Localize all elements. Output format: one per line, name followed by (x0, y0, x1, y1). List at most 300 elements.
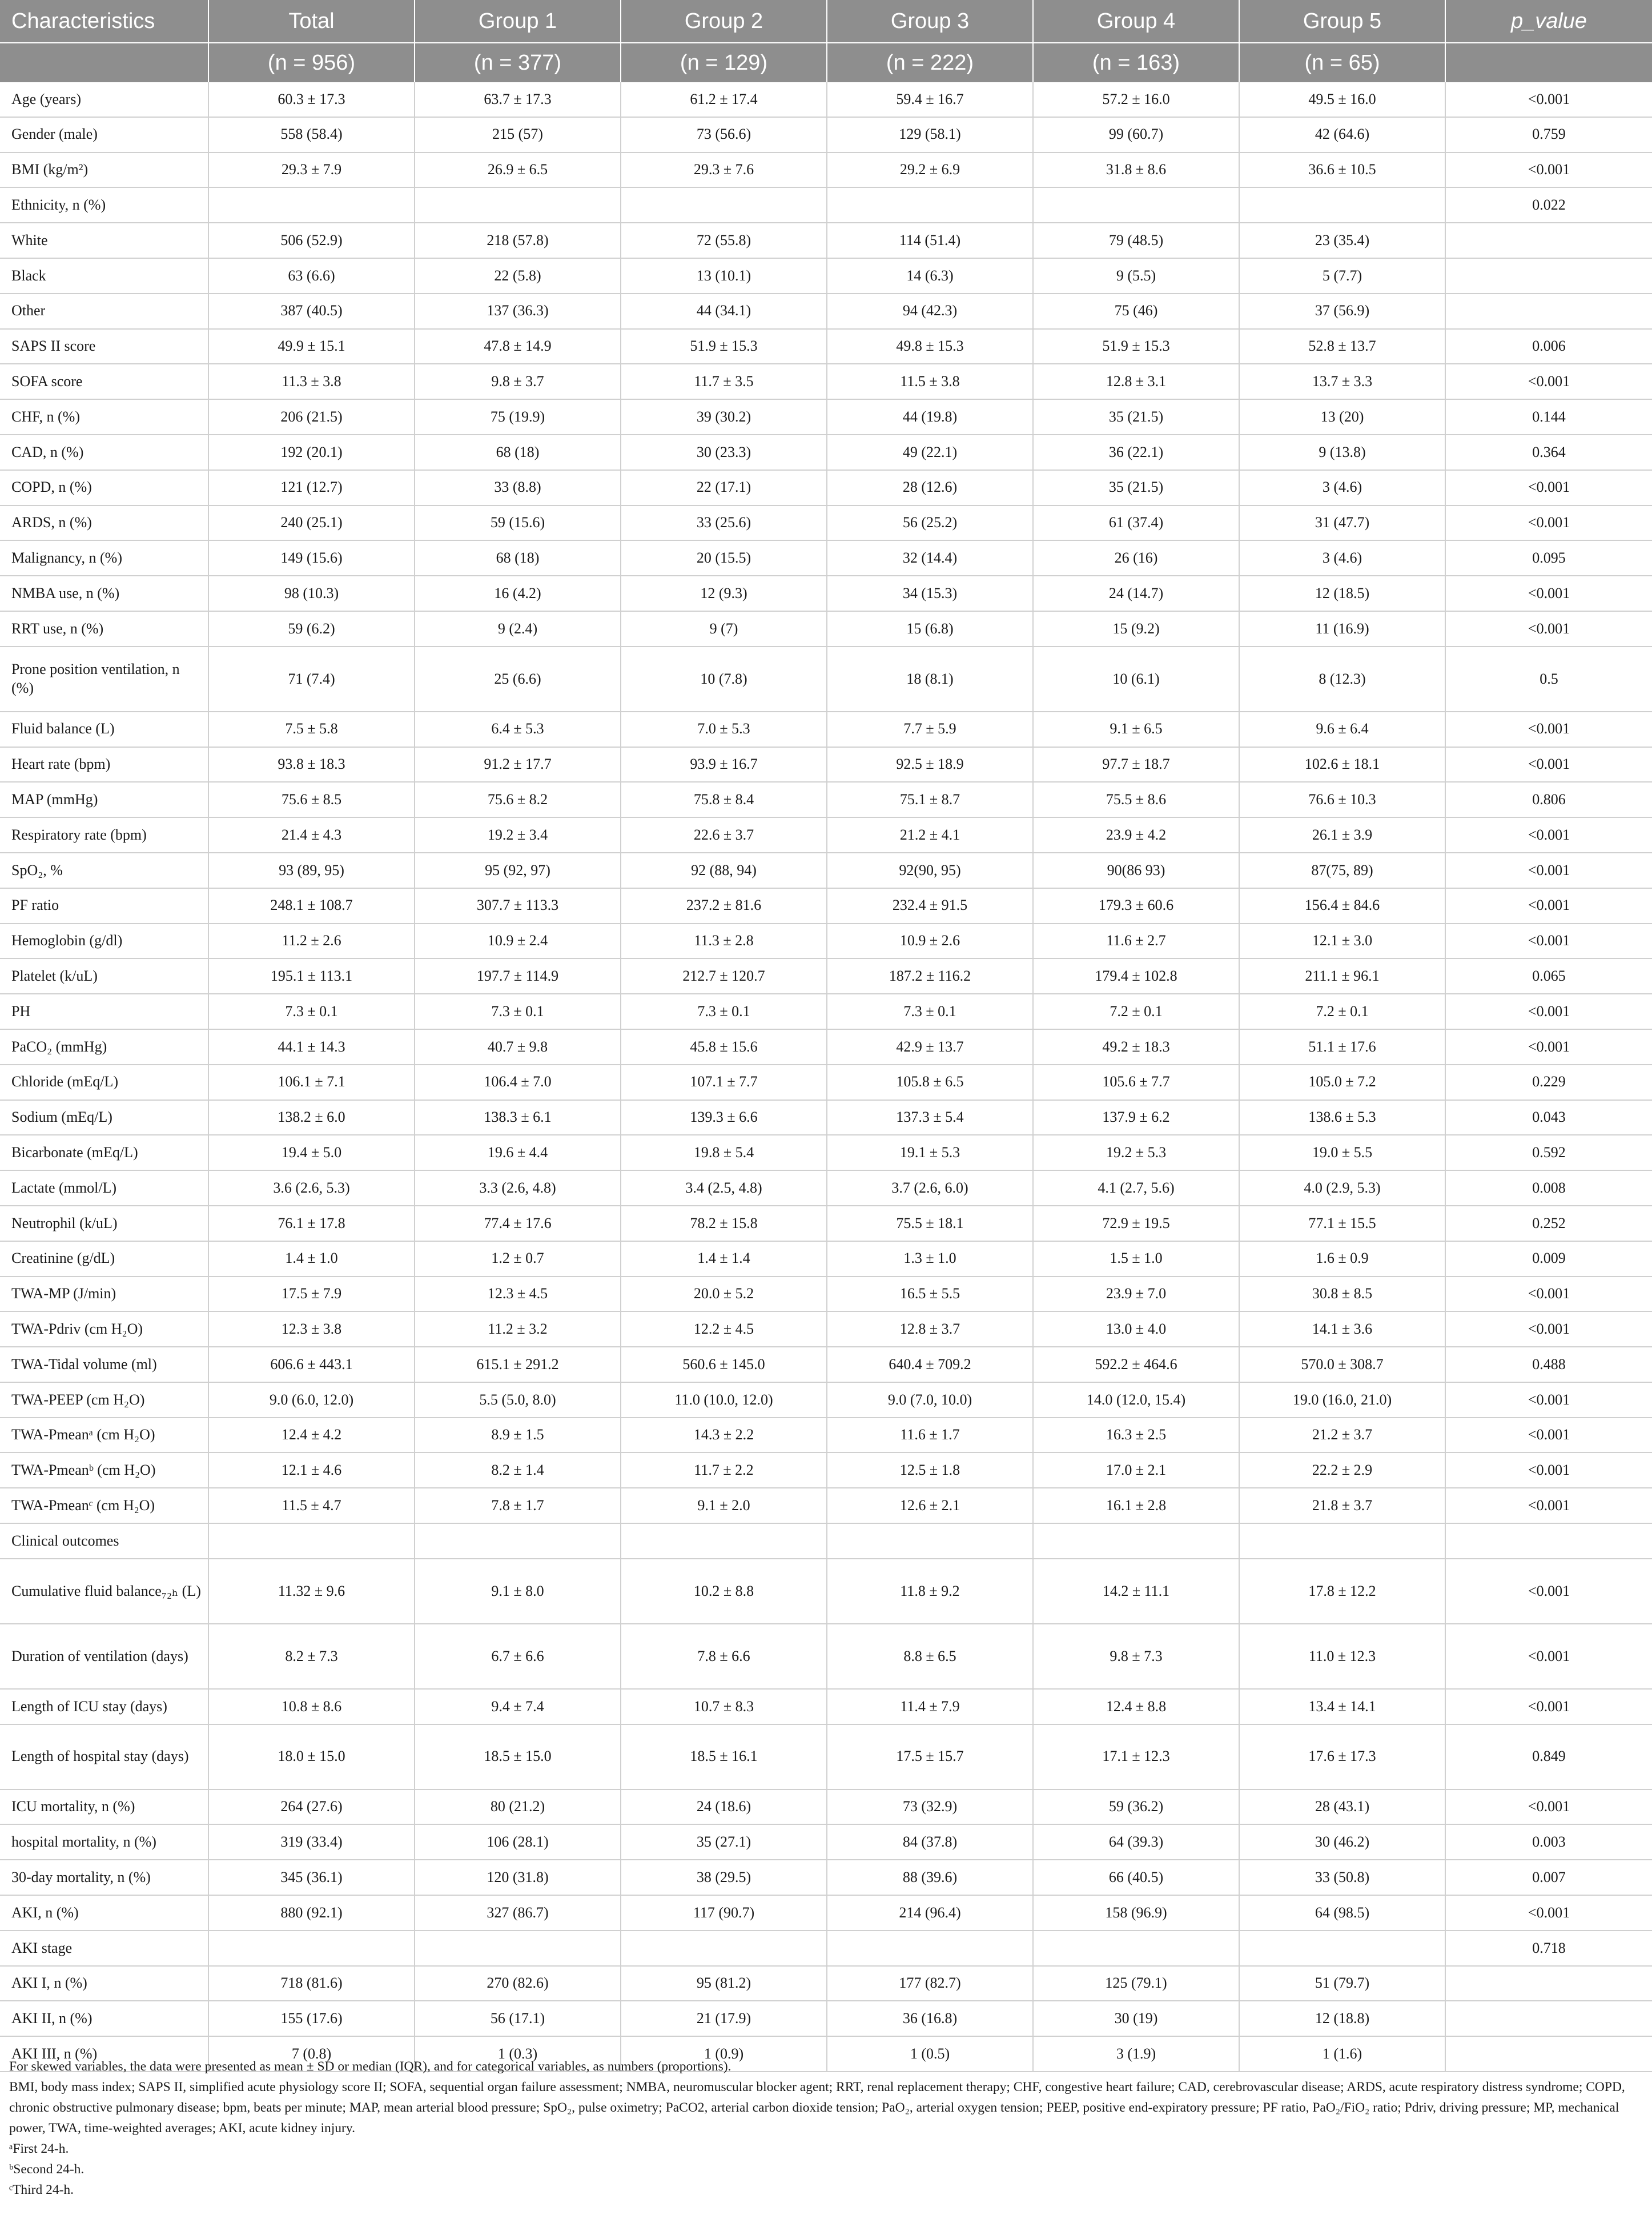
cell-total: 240 (25.1) (208, 505, 415, 541)
cell-group-3: 56 (25.2) (827, 505, 1033, 541)
cell-characteristic: RRT use, n (%) (0, 611, 208, 647)
table-body (0, 82, 1652, 2072)
table-row (0, 435, 1652, 470)
cell-group-3: 84 (37.8) (827, 1824, 1033, 1860)
cell-characteristic: Age (years) (0, 82, 208, 117)
cell-group-1: 1.2 ± 0.7 (415, 1241, 621, 1277)
cell-group-3: 73 (32.9) (827, 1789, 1033, 1825)
footnote-b: ᵇSecond 24-h. (9, 2162, 85, 2177)
cell-group-4: 61 (37.4) (1033, 505, 1239, 541)
cell-group-4: 31.8 ± 8.6 (1033, 153, 1239, 188)
cell-total: 138.2 ± 6.0 (208, 1100, 415, 1135)
cell-group-2: 7.8 ± 6.6 (621, 1624, 827, 1689)
cell-group-3: 1 (0.5) (827, 2036, 1033, 2072)
cell-p-value: 0.006 (1445, 329, 1652, 364)
cell-group-5: 77.1 ± 15.5 (1239, 1206, 1445, 1241)
cell-group-5: 12.1 ± 3.0 (1239, 924, 1445, 959)
footnote-data-presentation: For skewed variables, the data were presented as mean ± SD or median (IQR), and for categorical variables, as numbers (proportions). (9, 2059, 731, 2074)
cell-p-value: 0.759 (1445, 117, 1652, 153)
cell-group-1: 12.3 ± 4.5 (415, 1277, 621, 1312)
cell-group-2: 9.1 ± 2.0 (621, 1488, 827, 1523)
cell-group-1: 9.8 ± 3.7 (415, 364, 621, 399)
cell-group-5: 51 (79.7) (1239, 1966, 1445, 2001)
cell-group-5: 11 (16.9) (1239, 611, 1445, 647)
header-count-group-4: (n = 163) (1033, 43, 1239, 82)
table-row (0, 712, 1652, 747)
cell-characteristic: CAD, n (%) (0, 435, 208, 470)
cell-group-2: 45.8 ± 15.6 (621, 1029, 827, 1065)
cell-group-4: 179.3 ± 60.6 (1033, 888, 1239, 924)
cell-group-3: 3.7 (2.6, 6.0) (827, 1170, 1033, 1206)
cell-total: 192 (20.1) (208, 435, 415, 470)
cell-group-4: 13.0 ± 4.0 (1033, 1311, 1239, 1347)
cell-total: 264 (27.6) (208, 1789, 415, 1825)
cell-group-2: 11.3 ± 2.8 (621, 924, 827, 959)
cell-characteristic: Bicarbonate (mEq/L) (0, 1135, 208, 1170)
cell-characteristic: hospital mortality, n (%) (0, 1824, 208, 1860)
cell-p-value: <0.001 (1445, 470, 1652, 505)
cell-p-value: 0.022 (1445, 187, 1652, 223)
cell-characteristic: AKI, n (%) (0, 1895, 208, 1931)
cell-characteristic: Prone position ventilation, n (%) (0, 647, 208, 712)
cell-total: 76.1 ± 17.8 (208, 1206, 415, 1241)
cell-group-1: 1 (0.3) (415, 2036, 621, 2072)
cell-group-2: 139.3 ± 6.6 (621, 1100, 827, 1135)
table-row (0, 1100, 1652, 1135)
cell-total: 93 (89, 95) (208, 853, 415, 888)
cell-p-value: <0.001 (1445, 1559, 1652, 1624)
cell-group-4: 179.4 ± 102.8 (1033, 958, 1239, 994)
cell-group-4 (1033, 1931, 1239, 1966)
cell-characteristic: TWA-PEEP (cm H₂O) (0, 1382, 208, 1418)
cell-p-value: <0.001 (1445, 1689, 1652, 1724)
cell-group-1: 33 (8.8) (415, 470, 621, 505)
cell-total: 195.1 ± 113.1 (208, 958, 415, 994)
cell-total (208, 1931, 415, 1966)
cell-group-2: 14.3 ± 2.2 (621, 1418, 827, 1453)
cell-total: 29.3 ± 7.9 (208, 153, 415, 188)
cell-group-5: 8 (12.3) (1239, 647, 1445, 712)
cell-group-2: 92 (88, 94) (621, 853, 827, 888)
cell-group-1: 197.7 ± 114.9 (415, 958, 621, 994)
table-row (0, 1135, 1652, 1170)
cell-group-2 (621, 1523, 827, 1559)
cell-p-value: 0.592 (1445, 1135, 1652, 1170)
cell-total: 60.3 ± 17.3 (208, 82, 415, 117)
cell-characteristic: ARDS, n (%) (0, 505, 208, 541)
cell-group-4: 79 (48.5) (1033, 223, 1239, 258)
cell-group-2: 11.7 ± 3.5 (621, 364, 827, 399)
cell-group-4: 64 (39.3) (1033, 1824, 1239, 1860)
cell-group-4: 19.2 ± 5.3 (1033, 1135, 1239, 1170)
cell-group-3: 12.8 ± 3.7 (827, 1311, 1033, 1347)
table-row (0, 576, 1652, 611)
cell-group-2: 44 (34.1) (621, 294, 827, 329)
header-count-group-5: (n = 65) (1239, 43, 1445, 82)
header-row (0, 0, 1652, 43)
table-row (0, 1895, 1652, 1931)
cell-group-1: 40.7 ± 9.8 (415, 1029, 621, 1065)
cell-total: 155 (17.6) (208, 2001, 415, 2036)
cell-group-1: 47.8 ± 14.9 (415, 329, 621, 364)
cell-p-value: 0.229 (1445, 1065, 1652, 1100)
cell-total: 8.2 ± 7.3 (208, 1624, 415, 1689)
cell-group-4: 16.1 ± 2.8 (1033, 1488, 1239, 1523)
cell-group-1: 77.4 ± 17.6 (415, 1206, 621, 1241)
cell-p-value: <0.001 (1445, 1452, 1652, 1488)
cell-group-3: 44 (19.8) (827, 399, 1033, 435)
cell-characteristic: Length of ICU stay (days) (0, 1689, 208, 1724)
cell-p-value: <0.001 (1445, 82, 1652, 117)
cell-characteristic: PaCO₂ (mmHg) (0, 1029, 208, 1065)
cell-group-2: 10 (7.8) (621, 647, 827, 712)
cell-group-5: 23 (35.4) (1239, 223, 1445, 258)
cell-group-5: 37 (56.9) (1239, 294, 1445, 329)
cell-group-3: 18 (8.1) (827, 647, 1033, 712)
cell-characteristic: Hemoglobin (g/dl) (0, 924, 208, 959)
cell-group-3: 59.4 ± 16.7 (827, 82, 1033, 117)
cell-characteristic: Other (0, 294, 208, 329)
cell-characteristic: Malignancy, n (%) (0, 540, 208, 576)
cell-group-2: 20.0 ± 5.2 (621, 1277, 827, 1312)
cell-group-3: 28 (12.6) (827, 470, 1033, 505)
cell-characteristic: White (0, 223, 208, 258)
cell-p-value: 0.144 (1445, 399, 1652, 435)
table-row (0, 505, 1652, 541)
cell-group-5: 11.0 ± 12.3 (1239, 1624, 1445, 1689)
table-row (0, 364, 1652, 399)
cell-group-3: 137.3 ± 5.4 (827, 1100, 1033, 1135)
table-row (0, 1966, 1652, 2001)
cell-characteristic: AKI III, n (%) (0, 2036, 208, 2072)
cell-group-5: 36.6 ± 10.5 (1239, 153, 1445, 188)
cell-group-1: 19.2 ± 3.4 (415, 817, 621, 853)
cell-group-4: 592.2 ± 464.6 (1033, 1347, 1239, 1382)
cell-total: 345 (36.1) (208, 1860, 415, 1895)
cell-group-4: 125 (79.1) (1033, 1966, 1239, 2001)
cell-group-2: 38 (29.5) (621, 1860, 827, 1895)
cell-group-3: 14 (6.3) (827, 258, 1033, 294)
table-row (0, 1724, 1652, 1789)
cell-group-5: 1 (1.6) (1239, 2036, 1445, 2072)
cell-characteristic: Chloride (mEq/L) (0, 1065, 208, 1100)
cell-group-5: 17.8 ± 12.2 (1239, 1559, 1445, 1624)
cell-group-1 (415, 1931, 621, 1966)
cell-total: 9.0 (6.0, 12.0) (208, 1382, 415, 1418)
cell-group-2: 10.2 ± 8.8 (621, 1559, 827, 1624)
cell-group-4: 14.0 (12.0, 15.4) (1033, 1382, 1239, 1418)
cell-group-2: 560.6 ± 145.0 (621, 1347, 827, 1382)
cell-group-3: 105.8 ± 6.5 (827, 1065, 1033, 1100)
table-row (0, 853, 1652, 888)
cell-p-value: 0.009 (1445, 1241, 1652, 1277)
cell-group-4: 90(86 93) (1033, 853, 1239, 888)
cell-group-2: 107.1 ± 7.7 (621, 1065, 827, 1100)
cell-group-5: 13 (20) (1239, 399, 1445, 435)
cell-group-2: 117 (90.7) (621, 1895, 827, 1931)
cell-total: 18.0 ± 15.0 (208, 1724, 415, 1789)
cell-group-5: 52.8 ± 13.7 (1239, 329, 1445, 364)
cell-group-2: 12 (9.3) (621, 576, 827, 611)
cell-group-2: 75.8 ± 8.4 (621, 782, 827, 817)
cell-total: 12.3 ± 3.8 (208, 1311, 415, 1347)
cell-total: 206 (21.5) (208, 399, 415, 435)
cell-group-1: 11.2 ± 3.2 (415, 1311, 621, 1347)
cell-group-5: 30.8 ± 8.5 (1239, 1277, 1445, 1312)
cell-p-value: <0.001 (1445, 747, 1652, 783)
cell-group-3: 92.5 ± 18.9 (827, 747, 1033, 783)
cell-p-value: 0.364 (1445, 435, 1652, 470)
cell-group-5: 51.1 ± 17.6 (1239, 1029, 1445, 1065)
table-row (0, 540, 1652, 576)
cell-group-4: 12.4 ± 8.8 (1033, 1689, 1239, 1724)
cell-group-3: 7.7 ± 5.9 (827, 712, 1033, 747)
cell-group-2 (621, 187, 827, 223)
cell-characteristic: PH (0, 994, 208, 1029)
header-group-4: Group 4 (1033, 0, 1239, 43)
cell-group-3: 1.3 ± 1.0 (827, 1241, 1033, 1277)
cell-group-4: 1.5 ± 1.0 (1033, 1241, 1239, 1277)
cell-group-1: 8.9 ± 1.5 (415, 1418, 621, 1453)
cell-characteristic: TWA-Pmeanᵃ (cm H₂O) (0, 1418, 208, 1453)
table-row (0, 1452, 1652, 1488)
cell-p-value: 0.095 (1445, 540, 1652, 576)
cell-characteristic: CHF, n (%) (0, 399, 208, 435)
table-row (0, 1624, 1652, 1689)
cell-group-4: 26 (16) (1033, 540, 1239, 576)
cell-group-5: 17.6 ± 17.3 (1239, 1724, 1445, 1789)
cell-characteristic: AKI I, n (%) (0, 1966, 208, 2001)
table-row (0, 1931, 1652, 1966)
cell-total: 558 (58.4) (208, 117, 415, 153)
cell-group-2: 24 (18.6) (621, 1789, 827, 1825)
cell-group-5: 570.0 ± 308.7 (1239, 1347, 1445, 1382)
cell-group-1: 215 (57) (415, 117, 621, 153)
cell-group-5: 87(75, 89) (1239, 853, 1445, 888)
cell-group-3: 15 (6.8) (827, 611, 1033, 647)
cell-group-5: 12 (18.8) (1239, 2001, 1445, 2036)
cell-characteristic: Respiratory rate (bpm) (0, 817, 208, 853)
cell-group-1: 106 (28.1) (415, 1824, 621, 1860)
cell-characteristic: BMI (kg/m²) (0, 153, 208, 188)
header-p-value (1445, 0, 1652, 43)
cell-group-2: 1.4 ± 1.4 (621, 1241, 827, 1277)
cell-group-2: 95 (81.2) (621, 1966, 827, 2001)
cell-total: 11.3 ± 3.8 (208, 364, 415, 399)
header-count-group-2: (n = 129) (621, 43, 827, 82)
table-row (0, 1418, 1652, 1453)
table-row (0, 1689, 1652, 1724)
footnote-a: ᵃFirst 24-h. (9, 2141, 69, 2156)
cell-group-1: 18.5 ± 15.0 (415, 1724, 621, 1789)
cell-group-4: 12.8 ± 3.1 (1033, 364, 1239, 399)
cell-group-3: 640.4 ± 709.2 (827, 1347, 1033, 1382)
cell-group-1: 6.4 ± 5.3 (415, 712, 621, 747)
cell-group-5: 33 (50.8) (1239, 1860, 1445, 1895)
cell-p-value (1445, 1966, 1652, 2001)
cell-group-5: 21.2 ± 3.7 (1239, 1418, 1445, 1453)
cell-characteristic: AKI stage (0, 1931, 208, 1966)
cell-characteristic: TWA-Pdriv (cm H₂O) (0, 1311, 208, 1347)
cell-group-4: 75.5 ± 8.6 (1033, 782, 1239, 817)
cell-characteristic: Creatinine (g/dL) (0, 1241, 208, 1277)
cell-group-4: 15 (9.2) (1033, 611, 1239, 647)
cell-characteristic: Ethnicity, n (%) (0, 187, 208, 223)
cell-group-5: 31 (47.7) (1239, 505, 1445, 541)
table-row (0, 1277, 1652, 1312)
cell-total: 17.5 ± 7.9 (208, 1277, 415, 1312)
cell-p-value: <0.001 (1445, 853, 1652, 888)
cell-p-value: 0.007 (1445, 1860, 1652, 1895)
cell-group-2: 39 (30.2) (621, 399, 827, 435)
cell-group-2: 51.9 ± 15.3 (621, 329, 827, 364)
cell-group-2: 33 (25.6) (621, 505, 827, 541)
cell-group-1: 19.6 ± 4.4 (415, 1135, 621, 1170)
cell-characteristic: PF ratio (0, 888, 208, 924)
cell-group-3: 114 (51.4) (827, 223, 1033, 258)
table-footnotes (9, 2056, 1642, 2200)
table-row (0, 258, 1652, 294)
cell-group-2: 93.9 ± 16.7 (621, 747, 827, 783)
cell-group-4: 17.1 ± 12.3 (1033, 1724, 1239, 1789)
cell-group-2: 9 (7) (621, 611, 827, 647)
cell-p-value: 0.849 (1445, 1724, 1652, 1789)
cell-group-1: 120 (31.8) (415, 1860, 621, 1895)
cell-group-3: 17.5 ± 15.7 (827, 1724, 1033, 1789)
cell-p-value: <0.001 (1445, 1029, 1652, 1065)
cell-group-4: 16.3 ± 2.5 (1033, 1418, 1239, 1453)
cell-group-4: 57.2 ± 16.0 (1033, 82, 1239, 117)
cell-group-4: 35 (21.5) (1033, 399, 1239, 435)
table-row (0, 294, 1652, 329)
cell-group-2: 22.6 ± 3.7 (621, 817, 827, 853)
table-row (0, 747, 1652, 783)
cell-group-3: 21.2 ± 4.1 (827, 817, 1033, 853)
table-row (0, 888, 1652, 924)
cell-group-5: 3 (4.6) (1239, 540, 1445, 576)
cell-group-5: 19.0 (16.0, 21.0) (1239, 1382, 1445, 1418)
cell-group-1: 91.2 ± 17.7 (415, 747, 621, 783)
cell-group-1: 25 (6.6) (415, 647, 621, 712)
cell-characteristic: ICU mortality, n (%) (0, 1789, 208, 1825)
cell-group-5: 3 (4.6) (1239, 470, 1445, 505)
cell-group-3 (827, 1523, 1033, 1559)
cell-group-5: 22.2 ± 2.9 (1239, 1452, 1445, 1488)
table-row (0, 1065, 1652, 1100)
table-row (0, 1347, 1652, 1382)
cell-group-1: 5.5 (5.0, 8.0) (415, 1382, 621, 1418)
cell-characteristic: Cumulative fluid balance₇₂ₕ (L) (0, 1559, 208, 1624)
cell-total: 7 (0.8) (208, 2036, 415, 2072)
cell-total: 3.6 (2.6, 5.3) (208, 1170, 415, 1206)
cell-total: 63 (6.6) (208, 258, 415, 294)
header-group-5: Group 5 (1239, 0, 1445, 43)
cell-group-5: 14.1 ± 3.6 (1239, 1311, 1445, 1347)
cell-group-1: 68 (18) (415, 435, 621, 470)
cell-group-5: 21.8 ± 3.7 (1239, 1488, 1445, 1523)
cell-group-2: 22 (17.1) (621, 470, 827, 505)
cell-total: 121 (12.7) (208, 470, 415, 505)
cell-p-value: <0.001 (1445, 1382, 1652, 1418)
cell-group-4: 75 (46) (1033, 294, 1239, 329)
cell-group-3: 11.8 ± 9.2 (827, 1559, 1033, 1624)
cell-p-value: <0.001 (1445, 1488, 1652, 1523)
cell-total: 21.4 ± 4.3 (208, 817, 415, 853)
cell-group-4: 10 (6.1) (1033, 647, 1239, 712)
table-row (0, 1311, 1652, 1347)
cell-group-5 (1239, 187, 1445, 223)
cell-group-2 (621, 1931, 827, 1966)
cell-group-3: 232.4 ± 91.5 (827, 888, 1033, 924)
cell-group-5: 26.1 ± 3.9 (1239, 817, 1445, 853)
header-count-total: (n = 956) (208, 43, 415, 82)
cell-characteristic: Sodium (mEq/L) (0, 1100, 208, 1135)
header-total: Total (208, 0, 415, 43)
table-row (0, 1824, 1652, 1860)
cell-total: 506 (52.9) (208, 223, 415, 258)
header-count-blank (1445, 43, 1652, 82)
cell-group-4: 23.9 ± 7.0 (1033, 1277, 1239, 1312)
table-row (0, 187, 1652, 223)
cell-group-3: 75.1 ± 8.7 (827, 782, 1033, 817)
cell-group-4: 7.2 ± 0.1 (1033, 994, 1239, 1029)
cell-group-4: 49.2 ± 18.3 (1033, 1029, 1239, 1065)
cell-group-1: 56 (17.1) (415, 2001, 621, 2036)
cell-group-3: 187.2 ± 116.2 (827, 958, 1033, 994)
table-row (0, 1860, 1652, 1895)
cell-p-value: <0.001 (1445, 1311, 1652, 1347)
header-count-blank (0, 43, 208, 82)
cell-group-5: 30 (46.2) (1239, 1824, 1445, 1860)
table-row (0, 1241, 1652, 1277)
cell-p-value: <0.001 (1445, 1418, 1652, 1453)
cell-group-4: 99 (60.7) (1033, 117, 1239, 153)
cell-group-2: 21 (17.9) (621, 2001, 827, 2036)
cell-characteristic: TWA-Pmeanᶜ (cm H₂O) (0, 1488, 208, 1523)
cell-group-1: 270 (82.6) (415, 1966, 621, 2001)
cell-p-value (1445, 294, 1652, 329)
cell-group-5: 105.0 ± 7.2 (1239, 1065, 1445, 1100)
cell-total: 71 (7.4) (208, 647, 415, 712)
table-row (0, 647, 1652, 712)
cell-total: 248.1 ± 108.7 (208, 888, 415, 924)
table-row (0, 1206, 1652, 1241)
cell-group-3: 92(90, 95) (827, 853, 1033, 888)
cell-total: 59 (6.2) (208, 611, 415, 647)
cell-p-value: 0.488 (1445, 1347, 1652, 1382)
cell-group-3 (827, 187, 1033, 223)
cell-p-value: 0.718 (1445, 1931, 1652, 1966)
cell-characteristic: Length of hospital stay (days) (0, 1724, 208, 1789)
cell-p-value: <0.001 (1445, 153, 1652, 188)
table-row (0, 994, 1652, 1029)
table-row (0, 958, 1652, 994)
cell-group-2: 35 (27.1) (621, 1824, 827, 1860)
cell-group-1: 59 (15.6) (415, 505, 621, 541)
cell-group-1: 8.2 ± 1.4 (415, 1452, 621, 1488)
cell-group-4: 105.6 ± 7.7 (1033, 1065, 1239, 1100)
cell-group-4 (1033, 187, 1239, 223)
cell-group-1: 26.9 ± 6.5 (415, 153, 621, 188)
cell-group-3: 19.1 ± 5.3 (827, 1135, 1033, 1170)
cell-group-1: 9 (2.4) (415, 611, 621, 647)
cell-group-4 (1033, 1523, 1239, 1559)
cell-group-4: 158 (96.9) (1033, 1895, 1239, 1931)
cell-group-2: 11.7 ± 2.2 (621, 1452, 827, 1488)
cell-group-1: 327 (86.7) (415, 1895, 621, 1931)
cell-p-value (1445, 2001, 1652, 2036)
cell-group-4: 24 (14.7) (1033, 576, 1239, 611)
